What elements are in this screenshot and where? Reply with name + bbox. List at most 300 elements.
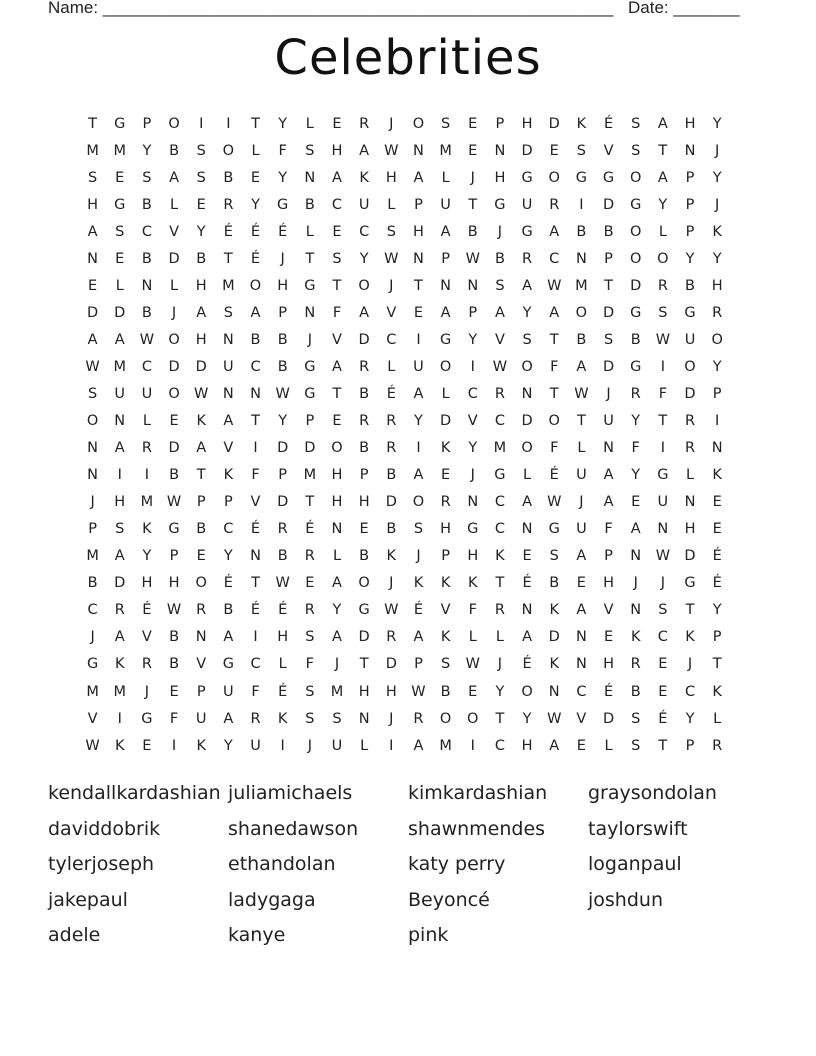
grid-letter: W bbox=[85, 358, 100, 375]
grid-letter: S bbox=[658, 304, 668, 321]
grid-letter: T bbox=[332, 277, 342, 294]
grid-letter: E bbox=[576, 575, 586, 592]
grid-letter: A bbox=[196, 440, 207, 457]
grid-letter: T bbox=[196, 467, 206, 484]
grid-letter: Y bbox=[468, 440, 478, 457]
grid-letter: A bbox=[87, 223, 98, 240]
grid-letter: H bbox=[711, 277, 723, 294]
word-list-item: taylorswift bbox=[588, 817, 688, 840]
grid-letter: N bbox=[250, 548, 261, 565]
grid-letter: J bbox=[144, 683, 150, 700]
grid-letter: K bbox=[495, 548, 505, 565]
grid-letter: T bbox=[88, 115, 97, 132]
grid-letter: N bbox=[657, 521, 669, 538]
word-list-item: adele bbox=[48, 924, 101, 946]
grid-letter: S bbox=[413, 521, 424, 538]
grid-letter: E bbox=[631, 494, 641, 511]
grid-letter: Y bbox=[278, 413, 288, 430]
grid-letter: W bbox=[655, 331, 671, 348]
grid-letter: W bbox=[166, 602, 182, 619]
grid-letter: D bbox=[358, 629, 370, 646]
grid-letter: R bbox=[684, 440, 696, 457]
grid-letter: Y bbox=[712, 169, 722, 186]
grid-letter: F bbox=[631, 440, 640, 457]
grid-letter: G bbox=[277, 196, 289, 213]
grid-letter: V bbox=[494, 331, 505, 348]
grid-letter: É bbox=[305, 521, 315, 538]
grid-letter: Y bbox=[631, 413, 641, 430]
grid-letter: P bbox=[495, 115, 505, 132]
grid-letter: G bbox=[684, 575, 696, 592]
grid-letter: K bbox=[196, 413, 206, 430]
grid-letter: E bbox=[332, 115, 342, 132]
grid-letter: T bbox=[414, 277, 423, 294]
grid-letter: W bbox=[384, 250, 399, 267]
word-list-item: ladygaga bbox=[228, 888, 316, 911]
grid-letter: T bbox=[332, 385, 342, 402]
grid-letter: R bbox=[277, 521, 288, 538]
grid-letter: T bbox=[495, 710, 505, 727]
grid-letter: U bbox=[223, 358, 234, 375]
grid-letter: L bbox=[115, 277, 124, 294]
grid-letter: R bbox=[250, 710, 261, 727]
grid-letter: S bbox=[305, 142, 315, 159]
grid-letter: P bbox=[712, 629, 722, 646]
grid-letter: M bbox=[575, 277, 588, 294]
grid-letter: Y bbox=[685, 710, 695, 727]
grid-letter: B bbox=[277, 548, 288, 565]
grid-letter: O bbox=[548, 169, 560, 186]
grid-letter: K bbox=[685, 629, 695, 646]
grid-letter: U bbox=[250, 737, 261, 754]
grid-letter: Y bbox=[712, 358, 722, 375]
grid-letter: P bbox=[223, 494, 233, 511]
grid-letter: S bbox=[196, 142, 206, 159]
grid-letter: W bbox=[275, 385, 290, 402]
grid-letter: É bbox=[250, 250, 261, 267]
grid-letter: C bbox=[494, 737, 505, 754]
grid-letter: A bbox=[603, 467, 614, 484]
grid-letter: F bbox=[251, 683, 260, 700]
grid-letter: O bbox=[467, 710, 479, 727]
grid-letter: H bbox=[141, 575, 153, 592]
grid-letter: D bbox=[168, 358, 180, 375]
grid-letter: I bbox=[117, 467, 122, 484]
grid-letter: J bbox=[334, 656, 340, 673]
grid-letter: A bbox=[332, 358, 342, 375]
grid-letter: Y bbox=[414, 413, 423, 430]
grid-letter: O bbox=[439, 358, 452, 375]
grid-letter: Y bbox=[468, 331, 478, 348]
grid-letter: N bbox=[521, 521, 533, 538]
grid-letter: É bbox=[522, 575, 532, 592]
grid-letter: H bbox=[521, 737, 533, 754]
grid-letter: R bbox=[141, 440, 152, 457]
grid-letter: N bbox=[304, 169, 316, 186]
grid-letter: F bbox=[332, 304, 342, 321]
grid-letter: B bbox=[630, 683, 641, 700]
grid-letter: W bbox=[275, 575, 290, 592]
grid-letter: U bbox=[576, 521, 587, 538]
grid-letter: R bbox=[304, 548, 315, 565]
grid-letter: T bbox=[658, 413, 668, 430]
grid-letter: N bbox=[87, 250, 98, 267]
grid-letter: N bbox=[440, 277, 452, 294]
grid-letter: I bbox=[253, 440, 258, 457]
grid-letter: J bbox=[171, 304, 177, 321]
grid-letter: G bbox=[439, 331, 452, 348]
grid-letter: C bbox=[250, 358, 261, 375]
grid-letter: I bbox=[253, 629, 258, 646]
grid-letter: O bbox=[521, 683, 533, 700]
grid-letter: P bbox=[305, 413, 315, 430]
grid-letter: V bbox=[603, 602, 614, 619]
grid-letter: G bbox=[494, 196, 506, 213]
grid-letter: J bbox=[687, 656, 693, 673]
grid-letter: S bbox=[196, 169, 206, 186]
grid-letter: U bbox=[603, 413, 614, 430]
grid-letter: H bbox=[385, 683, 397, 700]
grid-letter: M bbox=[222, 277, 235, 294]
grid-letter: E bbox=[250, 169, 261, 186]
grid-letter: A bbox=[114, 331, 125, 348]
grid-letter: U bbox=[114, 385, 126, 402]
grid-letter: E bbox=[712, 494, 722, 511]
grid-letter: B bbox=[386, 467, 397, 484]
grid-letter: F bbox=[604, 521, 613, 538]
grid-letter: D bbox=[114, 575, 126, 592]
grid-letter: L bbox=[251, 142, 260, 159]
grid-letter: B bbox=[169, 142, 180, 159]
grid-letter: V bbox=[440, 602, 451, 619]
grid-letter: V bbox=[169, 223, 179, 240]
word-list-item: daviddobrik bbox=[48, 817, 161, 840]
grid-letter: V bbox=[223, 440, 234, 457]
grid-letter: G bbox=[114, 115, 126, 132]
grid-letter: L bbox=[604, 737, 613, 754]
grid-letter: D bbox=[385, 656, 397, 673]
grid-letter: Y bbox=[142, 142, 152, 159]
grid-letter: N bbox=[222, 385, 234, 402]
grid-letter: P bbox=[685, 223, 695, 240]
grid-letter: A bbox=[440, 304, 451, 321]
grid-letter: Y bbox=[495, 683, 505, 700]
grid-letter: T bbox=[576, 413, 586, 430]
grid-letter: J bbox=[660, 575, 665, 592]
grid-letter: D bbox=[86, 304, 99, 321]
grid-letter: F bbox=[305, 656, 314, 673]
grid-letter: D bbox=[521, 142, 533, 159]
grid-letter: C bbox=[684, 683, 696, 700]
grid-letter: O bbox=[249, 277, 262, 294]
grid-letter: K bbox=[413, 575, 424, 592]
grid-letter: K bbox=[440, 575, 451, 592]
grid-letter: D bbox=[277, 440, 289, 457]
grid-letter: P bbox=[359, 467, 369, 484]
grid-letter: O bbox=[412, 115, 425, 132]
grid-letter: K bbox=[142, 521, 152, 538]
grid-letter: N bbox=[494, 142, 506, 159]
grid-letter: B bbox=[196, 521, 207, 538]
grid-letter: J bbox=[470, 467, 475, 484]
grid-letter: R bbox=[549, 196, 560, 213]
grid-letter: A bbox=[440, 223, 451, 240]
word-list-item: pink bbox=[408, 924, 449, 946]
grid-letter: A bbox=[603, 494, 614, 511]
grid-letter: K bbox=[440, 440, 451, 457]
grid-letter: S bbox=[441, 656, 451, 673]
grid-letter: N bbox=[521, 385, 533, 402]
grid-letter: J bbox=[715, 196, 720, 213]
grid-letter: U bbox=[331, 737, 343, 754]
grid-letter: É bbox=[413, 602, 424, 619]
grid-letter: R bbox=[223, 196, 234, 213]
grid-letter: V bbox=[467, 413, 478, 430]
grid-letter: I bbox=[199, 115, 204, 132]
grid-letter: O bbox=[358, 277, 370, 294]
grid-letter: A bbox=[223, 710, 234, 727]
grid-letter: N bbox=[250, 385, 261, 402]
grid-letter: E bbox=[115, 250, 125, 267]
grid-letter: R bbox=[522, 250, 533, 267]
grid-letter: É bbox=[712, 575, 722, 592]
grid-letter: A bbox=[522, 494, 533, 511]
grid-letter: I bbox=[416, 331, 421, 348]
grid-letter: W bbox=[465, 250, 480, 267]
grid-letter: J bbox=[633, 575, 638, 592]
grid-letter: Y bbox=[251, 196, 260, 213]
grid-letter: W bbox=[492, 358, 508, 375]
grid-letter: C bbox=[87, 602, 98, 619]
word-list-item: kendallkardashian bbox=[48, 782, 221, 804]
grid-letter: K bbox=[712, 683, 722, 700]
grid-letter: I bbox=[715, 413, 720, 430]
grid-letter: A bbox=[522, 277, 533, 294]
grid-letter: G bbox=[304, 385, 316, 402]
grid-letter: U bbox=[413, 358, 424, 375]
grid-letter: A bbox=[549, 223, 560, 240]
grid-letter: R bbox=[630, 385, 641, 402]
grid-letter: L bbox=[658, 223, 667, 240]
grid-letter: S bbox=[332, 250, 342, 267]
grid-letter: Y bbox=[712, 250, 722, 267]
grid-letter: I bbox=[280, 737, 285, 754]
grid-letter: U bbox=[195, 710, 207, 727]
grid-letter: U bbox=[223, 683, 234, 700]
grid-letter: D bbox=[684, 385, 696, 402]
grid-letter: N bbox=[222, 331, 234, 348]
grid-letter: T bbox=[251, 115, 260, 132]
grid-letter: J bbox=[497, 223, 503, 240]
grid-letter: Y bbox=[223, 737, 233, 754]
grid-letter: P bbox=[196, 494, 206, 511]
word-list-item: kanye bbox=[228, 924, 286, 946]
grid-letter: G bbox=[168, 521, 180, 538]
word-list-item: jakepaul bbox=[48, 888, 128, 911]
grid-letter: N bbox=[331, 521, 343, 538]
grid-letter: R bbox=[494, 602, 505, 619]
grid-letter: M bbox=[86, 142, 99, 159]
grid-letter: W bbox=[139, 331, 155, 348]
grid-letter: B bbox=[685, 277, 695, 294]
grid-letter: T bbox=[685, 602, 695, 619]
grid-letter: A bbox=[413, 629, 424, 646]
grid-letter: O bbox=[195, 575, 207, 592]
grid-letter: Y bbox=[142, 548, 152, 565]
grid-letter: B bbox=[250, 331, 261, 348]
grid-letter: E bbox=[142, 737, 152, 754]
grid-letter: A bbox=[87, 331, 98, 348]
word-list-item: loganpaul bbox=[588, 853, 682, 875]
grid-letter: U bbox=[657, 494, 669, 511]
grid-letter: N bbox=[467, 277, 479, 294]
grid-letter: W bbox=[166, 494, 182, 511]
grid-letter: B bbox=[359, 548, 370, 565]
grid-letter: R bbox=[494, 385, 505, 402]
grid-letter: A bbox=[522, 629, 533, 646]
grid-letter: L bbox=[577, 440, 586, 457]
grid-letter: M bbox=[439, 142, 452, 159]
grid-letter: J bbox=[470, 169, 475, 186]
grid-letter: R bbox=[359, 413, 370, 430]
grid-letter: I bbox=[579, 196, 584, 213]
grid-letter: O bbox=[86, 413, 99, 430]
grid-letter: B bbox=[141, 304, 152, 321]
grid-letter: A bbox=[359, 142, 370, 159]
word-list-item: juliamichaels bbox=[228, 782, 353, 804]
grid-letter: D bbox=[602, 196, 615, 213]
grid-letter: H bbox=[358, 683, 370, 700]
grid-letter: Y bbox=[359, 250, 369, 267]
grid-letter: R bbox=[630, 656, 641, 673]
grid-letter: H bbox=[603, 575, 614, 592]
grid-letter: O bbox=[657, 250, 669, 267]
grid-letter: B bbox=[223, 169, 234, 186]
grid-letter: S bbox=[576, 142, 586, 159]
grid-letter: G bbox=[630, 304, 642, 321]
grid-letter: Y bbox=[196, 223, 206, 240]
grid-letter: T bbox=[251, 575, 260, 592]
grid-letter: B bbox=[576, 223, 587, 240]
grid-letter: S bbox=[522, 331, 532, 348]
grid-letter: I bbox=[660, 440, 665, 457]
word-search-grid bbox=[79, 110, 739, 760]
grid-letter: D bbox=[630, 277, 642, 294]
grid-letter: A bbox=[359, 304, 370, 321]
grid-letter: L bbox=[713, 710, 722, 727]
grid-letter: N bbox=[304, 304, 316, 321]
grid-letter: O bbox=[412, 494, 425, 511]
grid-letter: A bbox=[657, 169, 668, 186]
grid-letter: B bbox=[549, 575, 560, 592]
grid-letter: H bbox=[168, 575, 180, 592]
grid-letter: V bbox=[196, 656, 207, 673]
grid-letter: C bbox=[359, 223, 370, 240]
grid-letter: H bbox=[603, 656, 614, 673]
grid-letter: E bbox=[468, 683, 478, 700]
grid-letter: W bbox=[384, 142, 399, 159]
grid-letter: L bbox=[387, 358, 396, 375]
grid-letter: A bbox=[576, 358, 587, 375]
grid-letter: H bbox=[114, 494, 126, 511]
grid-letter: J bbox=[416, 548, 421, 565]
grid-letter: L bbox=[142, 413, 151, 430]
grid-letter: O bbox=[168, 385, 180, 402]
grid-letter: N bbox=[684, 142, 696, 159]
grid-letter: F bbox=[550, 358, 559, 375]
grid-letter: É bbox=[603, 115, 614, 132]
grid-letter: H bbox=[331, 494, 343, 511]
grid-letter: W bbox=[547, 710, 562, 727]
grid-letter: L bbox=[441, 169, 450, 186]
grid-letter: R bbox=[657, 277, 668, 294]
grid-letter: K bbox=[386, 548, 397, 565]
grid-letter: P bbox=[604, 548, 613, 565]
grid-letter: U bbox=[521, 196, 533, 213]
grid-letter: A bbox=[413, 169, 424, 186]
grid-letter: F bbox=[278, 142, 287, 159]
grid-letter: H bbox=[413, 223, 424, 240]
grid-letter: M bbox=[303, 467, 317, 484]
grid-letter: L bbox=[305, 223, 314, 240]
grid-letter: E bbox=[549, 142, 559, 159]
grid-letter: K bbox=[549, 602, 559, 619]
grid-letter: B bbox=[494, 250, 505, 267]
grid-letter: T bbox=[305, 494, 315, 511]
grid-letter: E bbox=[576, 737, 586, 754]
grid-letter: T bbox=[495, 575, 505, 592]
grid-letter: Y bbox=[631, 467, 641, 484]
grid-letter: D bbox=[385, 494, 397, 511]
grid-letter: C bbox=[467, 385, 478, 402]
grid-letter: G bbox=[575, 169, 588, 186]
grid-letter: E bbox=[712, 521, 722, 538]
grid-letter: J bbox=[389, 710, 394, 727]
grid-letter: A bbox=[332, 575, 342, 592]
grid-letter: E bbox=[658, 656, 668, 673]
grid-letter: Y bbox=[712, 602, 722, 619]
grid-letter: C bbox=[657, 629, 668, 646]
grid-letter: E bbox=[441, 467, 451, 484]
word-list-item: ethandolan bbox=[228, 853, 336, 875]
grid-letter: I bbox=[470, 358, 475, 375]
grid-letter: O bbox=[629, 223, 642, 240]
grid-letter: B bbox=[467, 223, 478, 240]
grid-letter: D bbox=[684, 548, 696, 565]
grid-letter: P bbox=[604, 250, 613, 267]
grid-letter: W bbox=[194, 385, 209, 402]
grid-letter: E bbox=[115, 169, 125, 186]
grid-letter: K bbox=[549, 656, 559, 673]
grid-letter: N bbox=[575, 250, 587, 267]
grid-letter: D bbox=[168, 250, 180, 267]
grid-letter: C bbox=[223, 521, 234, 538]
grid-letter: D bbox=[304, 440, 316, 457]
grid-letter: S bbox=[441, 115, 451, 132]
grid-letter: I bbox=[226, 115, 231, 132]
grid-letter: É bbox=[278, 683, 288, 700]
grid-letter: T bbox=[223, 250, 233, 267]
grid-letter: V bbox=[386, 304, 397, 321]
grid-letter: H bbox=[467, 548, 479, 565]
grid-letter: T bbox=[604, 277, 613, 294]
grid-letter: U bbox=[440, 196, 451, 213]
grid-letter: M bbox=[439, 737, 452, 754]
grid-letter: E bbox=[468, 115, 478, 132]
grid-letter: P bbox=[685, 169, 695, 186]
grid-letter: N bbox=[358, 710, 370, 727]
grid-letter: B bbox=[87, 575, 98, 592]
